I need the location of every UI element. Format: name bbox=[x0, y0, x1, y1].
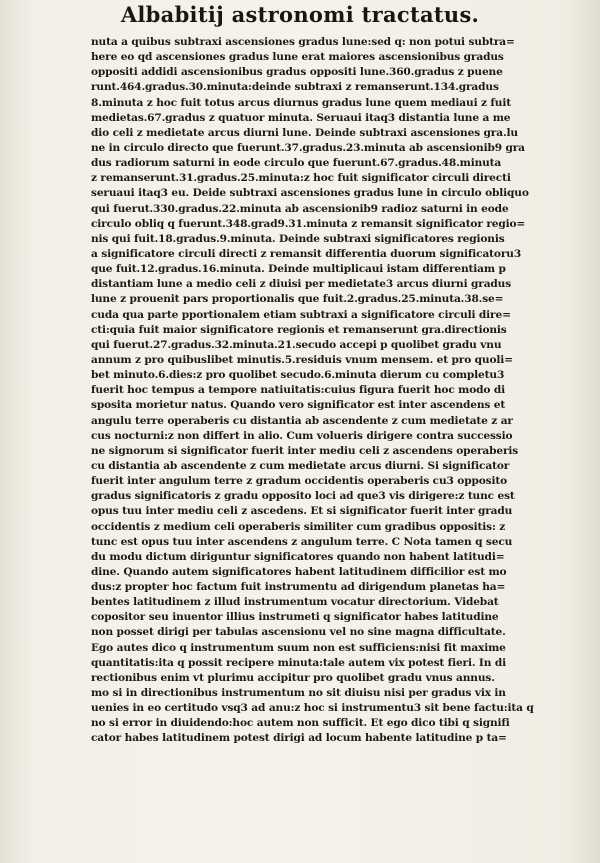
text-line: Ego autes dico q instrumentum suum non est sufficiens:nisi fit maxime bbox=[91, 641, 506, 654]
text-line: uenies in eo certitudo vsq3 ad anu:z hoc si instrumentu3 sit bene factu:ita q bbox=[91, 702, 534, 715]
running-head: Albabitij astronomi tractatus. bbox=[120, 2, 480, 27]
text-line: dus radiorum saturni in eode circulo que fuerunt.67.gradus.48.minuta bbox=[91, 157, 502, 170]
text-line: cus nocturni:z non differt in alio. Cum volueris dirigere contra successio bbox=[91, 429, 513, 442]
text-line: opus tuu inter mediu celi z ascedens. Et si significator fuerit inter gradu bbox=[91, 505, 513, 518]
text-line: dio celi z medietate arcus diurni lune. Deinde subtraxi ascensiones gra.lu bbox=[91, 126, 518, 139]
text-line: que fuit.12.gradus.16.minuta. Deinde multiplicaui istam differentiam p bbox=[91, 263, 506, 276]
text-line: no si error in diuidendo:hoc autem non sufficit. Et ego dico tibi q signifi bbox=[91, 717, 510, 730]
text-line: angulu terre operaberis cu distantia ab ascendente z cum medietate z ar bbox=[91, 414, 513, 427]
text-line: copositor seu inuentor illius instrumeti q significator habes latitudine bbox=[91, 611, 499, 624]
text-line: distantiam lune a medio celi z diuisi per medietate3 arcus diurni gradus bbox=[91, 278, 512, 291]
text-line: nis qui fuit.18.gradus.9.minuta. Deinde subtraxi significatores regionis bbox=[91, 232, 505, 245]
text-line: dine. Quando autem significatores habent latitudinem difficilior est mo bbox=[91, 565, 507, 578]
text-line: here eo qd ascensiones gradus lune erat maiores ascensionibus gradus bbox=[91, 51, 504, 64]
text-line: rectionibus enim vt plurimu accipitur pro quolibet gradu vnus annus. bbox=[91, 671, 495, 684]
text-line: qui fuerut.330.gradus.22.minuta ab ascensionib9 radioz saturni in eode bbox=[91, 202, 509, 215]
text-line: dus:z propter hoc factum fuit instrumentu ad dirigendum planetas ha= bbox=[91, 581, 506, 594]
text-line: cuda qua parte pportionalem etiam subtraxi a significatore circuli dire= bbox=[91, 308, 511, 321]
text-line: z remanserunt.31.gradus.25.minuta:z hoc fuit significator circuli directi bbox=[91, 172, 511, 185]
text-line: non posset dirigi per tabulas ascensionu vel no sine magna difficultate. bbox=[91, 626, 506, 639]
text-block bbox=[91, 35, 559, 747]
text-line: fuerit inter angulum terre z gradum occidentis operaberis cu3 opposito bbox=[91, 475, 507, 488]
text-line: cu distantia ab ascendente z cum medietate arcus diurni. Si significator bbox=[91, 459, 510, 472]
text-line: mo si in directionibus instrumentum no sit diuisu nisi per gradus vix in bbox=[91, 687, 506, 700]
text-line: ne in circulo directo que fuerunt.37.gradus.23.minuta ab ascensionib9 gra bbox=[91, 141, 525, 154]
text-line: runt.464.gradus.30.minuta:deinde subtraxi z remanserunt.134.gradus bbox=[91, 81, 499, 94]
text-line: nuta a quibus subtraxi ascensiones gradus lune:sed q: non potui subtra= bbox=[91, 36, 515, 48]
text-line: circulo obliq q fuerunt.348.grad9.31.minuta z remansit significator regio= bbox=[91, 217, 526, 230]
text-line: cti:quia fuit maior significatore regionis et remanserunt gra.directionis bbox=[91, 323, 507, 336]
text-line: bentes latitudinem z illud instrumentum vocatur directorium. Videbat bbox=[91, 596, 499, 609]
text-line: a significatore circuli directi z remansit differentia duorum significatoru3 bbox=[91, 247, 522, 260]
text-line: du modu dictum diriguntur significatores quando non habent latitudi= bbox=[91, 550, 505, 563]
text-line: bet minuto.6.dies:z pro quolibet secudo.6.minuta dierum cu completu3 bbox=[91, 369, 505, 382]
text-line: 8.minuta z hoc fuit totus arcus diurnus gradus lune quem mediaui z fuit bbox=[91, 96, 511, 109]
text-line: sposita morietur natus. Quando vero significator est inter ascendens et bbox=[91, 399, 506, 412]
text-line: quantitatis:ita q possit recipere minuta:tale autem vix potest fieri. In di bbox=[91, 656, 506, 669]
text-line: tunc est opus tuu inter ascendens z angulum terre. C Nota tamen q secu bbox=[91, 535, 513, 548]
text-line: qui fuerut.27.gradus.32.minuta.21.secudo accepi p quolibet gradu vnu bbox=[91, 338, 502, 351]
text-line: lune z prouenit pars proportionalis que fuit.2.gradus.25.minuta.38.se= bbox=[91, 293, 504, 306]
text-line: gradus significatoris z gradu opposito loci ad que3 vis dirigere:z tunc est bbox=[91, 490, 515, 503]
text-line: annum z pro quibuslibet minutis.5.residuis vnum mensem. et pro quoli= bbox=[91, 353, 513, 366]
text-line: medietas.67.gradus z quatuor minuta. Seruaui itaq3 distantia lune a me bbox=[91, 111, 511, 124]
text-line: seruaui itaq3 eu. Deide subtraxi ascensiones gradus lune in circulo obliquo bbox=[91, 187, 529, 200]
text-line: fuerit hoc tempus a tempore natiuitatis:cuius figura fuerit hoc modo di bbox=[91, 384, 506, 397]
text-line: occidentis z medium celi operaberis similiter cum gradibus oppositis: z bbox=[91, 520, 506, 533]
text-line: oppositi addidi ascensionibus gradus oppositi lune.360.gradus z puene bbox=[91, 66, 503, 79]
text-line: ne signorum si significator fuerit inter mediu celi z ascendens operaberis bbox=[91, 444, 519, 457]
text-line: cator habes latitudinem potest dirigi ad locum habente latitudine p ta= bbox=[91, 732, 507, 745]
